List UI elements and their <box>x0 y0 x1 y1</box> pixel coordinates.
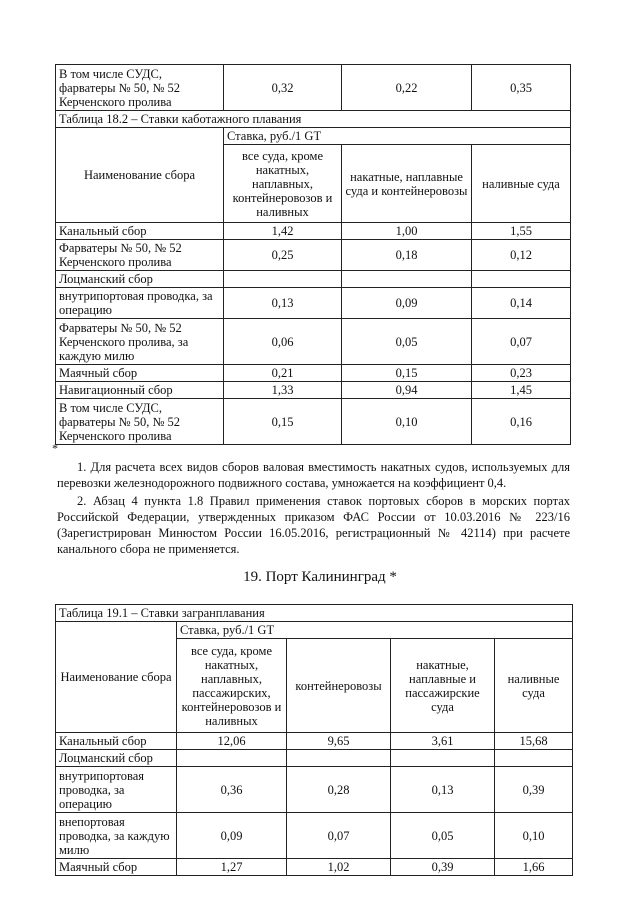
cell-value: 1,02 <box>287 859 391 876</box>
cell-value: 0,06 <box>224 319 342 365</box>
table-row <box>56 399 571 445</box>
cell-value: 0,07 <box>472 319 571 365</box>
row-label: Лоцманский сбор <box>56 271 224 288</box>
header-column: накатные, наплавные суда и контейнеровозы <box>342 145 472 223</box>
row-label: Лоцманский сбор <box>56 750 177 767</box>
note-item: 2. Абзац 4 пункта 1.8 Правил применения ставок портовых сборов в морских портах Российской Федерации, утвержденных приказом ФАС России от 10.03.2016 № 223/16 (Зарегистрирован Минюстом России 16.05.2016, регистрационный № 42114) при расчете канального сбора не применяется. <box>57 494 570 556</box>
cell-value: 12,06 <box>177 733 287 750</box>
row-label: Фарватеры № 50, № 52 Керченского пролива, за каждую милю <box>56 319 224 365</box>
cell-value <box>287 750 391 767</box>
cell-value: 0,94 <box>342 382 472 399</box>
table-row <box>56 813 573 859</box>
cell-value: 0,39 <box>391 859 495 876</box>
row-label: В том числе СУДС, фарватеры № 50, № 52 Керченского пролива <box>56 399 224 445</box>
cell-value: 1,27 <box>177 859 287 876</box>
cell-value: 0,09 <box>342 288 472 319</box>
cell-value <box>224 271 342 288</box>
row-label: внутрипортовая проводка, за операцию <box>56 767 177 813</box>
cell-value: 0,14 <box>472 288 571 319</box>
table-row <box>56 365 571 382</box>
cell-value: 1,00 <box>342 223 472 240</box>
cell-value <box>177 750 287 767</box>
header-name: Наименование сбора <box>56 128 224 223</box>
row-label: Канальный сбор <box>56 733 177 750</box>
note-item: 1. Для расчета всех видов сборов валовая вместимость накатных судов, используемых для перевозки железнодорожного подвижного состава, умножается на коэффициент 0,4. <box>57 460 570 490</box>
table-row <box>56 319 571 365</box>
cell-value: 0,32 <box>224 65 342 111</box>
table-row <box>56 271 571 288</box>
header-column: все суда, кроме накатных, наплавных, контейнеровозов и наливных <box>224 145 342 223</box>
cell-value: 0,28 <box>287 767 391 813</box>
row-label: Фарватеры № 50, № 52 Керченского пролива <box>56 240 224 271</box>
notes <box>57 459 570 559</box>
cell-value: 0,13 <box>224 288 342 319</box>
cell-value: 0,15 <box>342 365 472 382</box>
cell-value: 0,22 <box>342 65 472 111</box>
cell-value: 0,39 <box>495 767 573 813</box>
table-18-2 <box>55 64 571 445</box>
table-row <box>56 767 573 813</box>
row-label: Навигационный сбор <box>56 382 224 399</box>
cell-value: 0,05 <box>391 813 495 859</box>
cell-value: 1,55 <box>472 223 571 240</box>
cell-value: 1,66 <box>495 859 573 876</box>
table-row <box>56 382 571 399</box>
header-column: все суда, кроме накатных, наплавных, пассажирских, контейнеровозов и наливных <box>177 639 287 733</box>
cell-value <box>342 271 472 288</box>
row-label: Маячный сбор <box>56 859 177 876</box>
header-column: накатные, наплавные и пассажирские суда <box>391 639 495 733</box>
cell-value: 1,33 <box>224 382 342 399</box>
cell-value: 1,42 <box>224 223 342 240</box>
cell-value: 0,12 <box>472 240 571 271</box>
cell-value: 1,45 <box>472 382 571 399</box>
cell-value <box>495 750 573 767</box>
table-row <box>56 859 573 876</box>
row-label: внутрипортовая проводка, за операцию <box>56 288 224 319</box>
cell-value: 0,21 <box>224 365 342 382</box>
table-row <box>56 733 573 750</box>
table-title: Таблица 19.1 – Ставки загранплавания <box>56 605 573 622</box>
cell-value <box>391 750 495 767</box>
cell-value: 15,68 <box>495 733 573 750</box>
cell-value: 0,05 <box>342 319 472 365</box>
header-column: контейнеровозы <box>287 639 391 733</box>
header-column: наливные суда <box>495 639 573 733</box>
header-rate: Ставка, руб./1 GT <box>177 622 573 639</box>
table-row <box>56 240 571 271</box>
cell-value: 9,65 <box>287 733 391 750</box>
cell-value: 0,10 <box>495 813 573 859</box>
cell-value: 0,25 <box>224 240 342 271</box>
table-row <box>56 288 571 319</box>
row-label: внепортовая проводка, за каждую милю <box>56 813 177 859</box>
cell-value: 0,35 <box>472 65 571 111</box>
header-name: Наименование сбора <box>56 622 177 733</box>
table-title: Таблица 18.2 – Ставки каботажного плавания <box>56 111 571 128</box>
header-column: наливные суда <box>472 145 571 223</box>
table-row <box>56 750 573 767</box>
row-label: В том числе СУДС, фарватеры № 50, № 52 Керченского пролива <box>56 65 224 111</box>
cell-value: 0,10 <box>342 399 472 445</box>
cell-value: 0,15 <box>224 399 342 445</box>
cell-value: 0,07 <box>287 813 391 859</box>
cell-value: 0,18 <box>342 240 472 271</box>
cell-value: 0,23 <box>472 365 571 382</box>
table-row <box>56 223 571 240</box>
row-label: Канальный сбор <box>56 223 224 240</box>
cell-value: 0,09 <box>177 813 287 859</box>
header-rate: Ставка, руб./1 GT <box>224 128 571 145</box>
cell-value: 0,36 <box>177 767 287 813</box>
row-label: Маячный сбор <box>56 365 224 382</box>
table-row <box>56 65 571 111</box>
footnote-marker: * <box>52 441 58 455</box>
cell-value <box>472 271 571 288</box>
cell-value: 0,16 <box>472 399 571 445</box>
cell-value: 3,61 <box>391 733 495 750</box>
cell-value: 0,13 <box>391 767 495 813</box>
section-heading: 19. Порт Калининград * <box>243 569 397 585</box>
table-19-1 <box>55 604 573 876</box>
